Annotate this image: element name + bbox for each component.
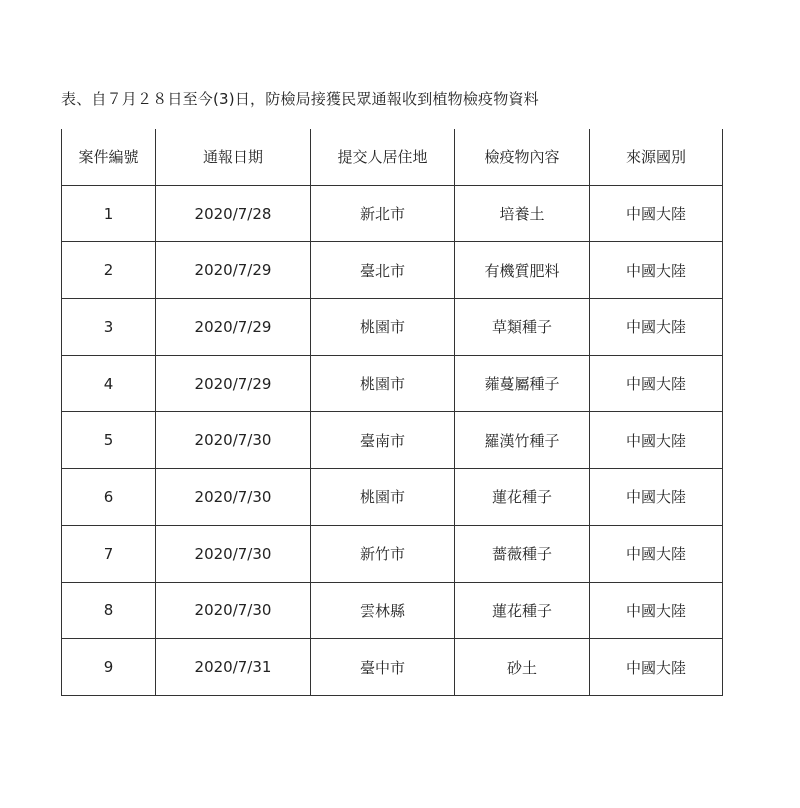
table-row xyxy=(62,185,723,242)
cell-residence: 雲林縣 xyxy=(311,582,455,639)
cell-origin-country: 中國大陸 xyxy=(590,582,723,639)
cell-report-date: 2020/7/29 xyxy=(156,299,311,356)
cell-case-number: 5 xyxy=(62,412,156,469)
cell-residence: 桃園市 xyxy=(311,299,455,356)
cell-case-number: 7 xyxy=(62,525,156,582)
table-row xyxy=(62,525,723,582)
cell-case-number: 6 xyxy=(62,469,156,526)
cell-residence: 新北市 xyxy=(311,185,455,242)
cell-case-number: 8 xyxy=(62,582,156,639)
cell-residence: 臺北市 xyxy=(311,242,455,299)
cell-origin-country: 中國大陸 xyxy=(590,412,723,469)
cell-quarantine-item: 蓮花種子 xyxy=(455,582,590,639)
cell-quarantine-item: 有機質肥料 xyxy=(455,242,590,299)
cell-quarantine-item: 羅漢竹種子 xyxy=(455,412,590,469)
table-row xyxy=(62,469,723,526)
table-header-row xyxy=(62,129,723,185)
table-row xyxy=(62,299,723,356)
table-caption: 表、自７月２８日至今(3)日，防檢局接獲民眾通報收到植物檢疫物資料 xyxy=(61,90,539,108)
cell-report-date: 2020/7/30 xyxy=(156,582,311,639)
quarantine-report-table xyxy=(61,129,723,696)
table-row xyxy=(62,355,723,412)
header-case-number: 案件編號 xyxy=(62,129,156,185)
table-row xyxy=(62,582,723,639)
cell-quarantine-item: 蓮花種子 xyxy=(455,469,590,526)
cell-case-number: 9 xyxy=(62,639,156,696)
cell-origin-country: 中國大陸 xyxy=(590,469,723,526)
cell-origin-country: 中國大陸 xyxy=(590,185,723,242)
table-row xyxy=(62,639,723,696)
cell-report-date: 2020/7/30 xyxy=(156,412,311,469)
cell-report-date: 2020/7/30 xyxy=(156,469,311,526)
cell-case-number: 4 xyxy=(62,355,156,412)
cell-quarantine-item: 蕹蔓屬種子 xyxy=(455,355,590,412)
cell-report-date: 2020/7/30 xyxy=(156,525,311,582)
table-row xyxy=(62,412,723,469)
cell-residence: 桃園市 xyxy=(311,355,455,412)
cell-residence: 新竹市 xyxy=(311,525,455,582)
cell-quarantine-item: 砂土 xyxy=(455,639,590,696)
header-residence: 提交人居住地 xyxy=(311,129,455,185)
cell-origin-country: 中國大陸 xyxy=(590,355,723,412)
cell-origin-country: 中國大陸 xyxy=(590,525,723,582)
header-quarantine-item: 檢疫物內容 xyxy=(455,129,590,185)
header-origin-country: 來源國別 xyxy=(590,129,723,185)
header-report-date: 通報日期 xyxy=(156,129,311,185)
cell-residence: 臺南市 xyxy=(311,412,455,469)
cell-quarantine-item: 薔薇種子 xyxy=(455,525,590,582)
cell-residence: 桃園市 xyxy=(311,469,455,526)
cell-residence: 臺中市 xyxy=(311,639,455,696)
cell-report-date: 2020/7/31 xyxy=(156,639,311,696)
cell-quarantine-item: 草類種子 xyxy=(455,299,590,356)
table-row xyxy=(62,242,723,299)
cell-report-date: 2020/7/29 xyxy=(156,242,311,299)
cell-report-date: 2020/7/29 xyxy=(156,355,311,412)
cell-case-number: 3 xyxy=(62,299,156,356)
cell-origin-country: 中國大陸 xyxy=(590,299,723,356)
cell-case-number: 1 xyxy=(62,185,156,242)
cell-quarantine-item: 培養土 xyxy=(455,185,590,242)
cell-origin-country: 中國大陸 xyxy=(590,242,723,299)
cell-report-date: 2020/7/28 xyxy=(156,185,311,242)
cell-origin-country: 中國大陸 xyxy=(590,639,723,696)
cell-case-number: 2 xyxy=(62,242,156,299)
